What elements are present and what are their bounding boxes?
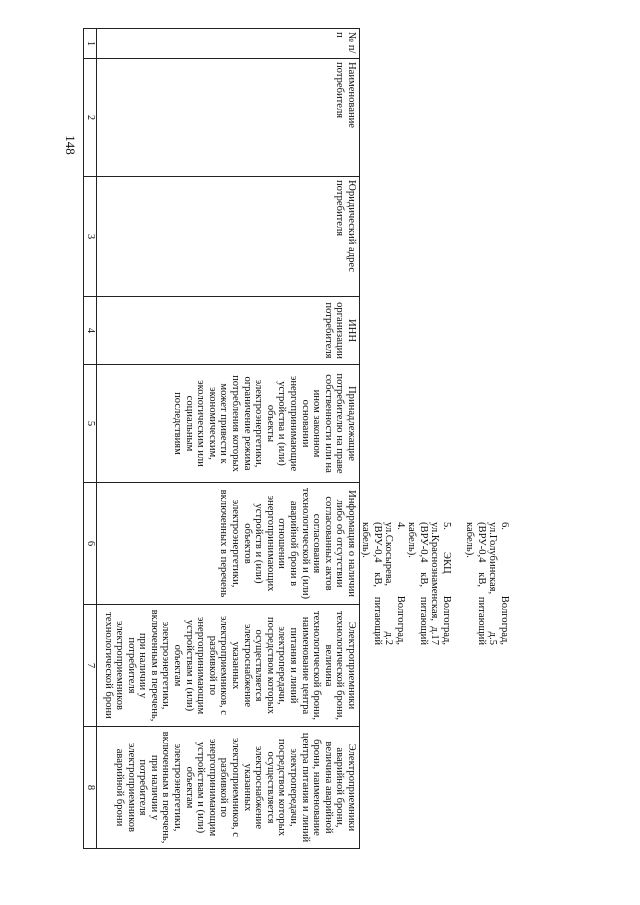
header-col-3: Юридический адрес потребителя [97, 177, 360, 297]
table-header-row [97, 29, 360, 849]
col-number-5: 5 [84, 365, 97, 483]
entry-item: 6. Волгоград, ул.Голубинская, д.5 (ВРУ-0,4 кВ, питающий кабель). [464, 522, 510, 645]
col-number-6: 6 [84, 483, 97, 605]
consumer-table [82, 28, 360, 848]
page-number-text: 148 [63, 135, 78, 155]
header-col-1: № п/п [97, 29, 360, 59]
entry-item: 4. Волгоград, ул.Скосырева, д.2 (ВРУ-0,4 кВ, питающий кабель). [360, 522, 406, 645]
column-number-row [84, 29, 97, 849]
col-number-8: 8 [84, 727, 97, 849]
col-number-4: 4 [84, 297, 97, 365]
header-col-6: Информация о наличии либо об отсутствии согласованных актов согласования технологической и (или) аварийной брони в отношении энергопринимающих устройств и (или) объектов электроэнергетики, включенных в перечень [97, 483, 360, 605]
col-number-3: 3 [84, 177, 97, 297]
header-col-4: ИНН организации потребителя [97, 297, 360, 365]
header-col-2: Наименование потребителя [97, 59, 360, 177]
col-number-7: 7 [84, 605, 97, 727]
header-col-5: Принадлежащие потребителю на праве собственности или на ином законном основании энергопринимающие устройства и (или) объекты электроэнергетики, ограничение режима потребления которых может привести к экономическим, экологическим или социальным последствиям [97, 365, 360, 483]
header-col-7: Электроприемники технологической брони, величина технологической брони, наименование центра питания и линий электропередачи, посредством которых осуществляется электроснабжение указанных электроприемников, с разбивкой по энергопринимающим устройствам и (или) объектам электроэнергетики, включенным в перечень, при наличии у потребителя электроприемников технологической брони [97, 605, 360, 727]
entry-item: 5. ЭКЦ Волгоград, ул.Краснознаменская, д.17 (ВРУ-0,4 кВ, питающий кабель). [406, 522, 452, 645]
header-col-8: Электроприемники аварийной брони, величина аварийной брони, наименование центра питания и линий электропередачи, посредством которых осуществляется электроснабжение указанных электроприемников, с разбивкой по энергопринимающим устройствам и (или) объектам электроэнергетики, включенным в перечень, при наличии у потребителя электроприемников аварийной брони [97, 727, 360, 849]
col-number-1: 1 [84, 29, 97, 59]
col-number-2: 2 [84, 59, 97, 177]
table [83, 28, 360, 849]
